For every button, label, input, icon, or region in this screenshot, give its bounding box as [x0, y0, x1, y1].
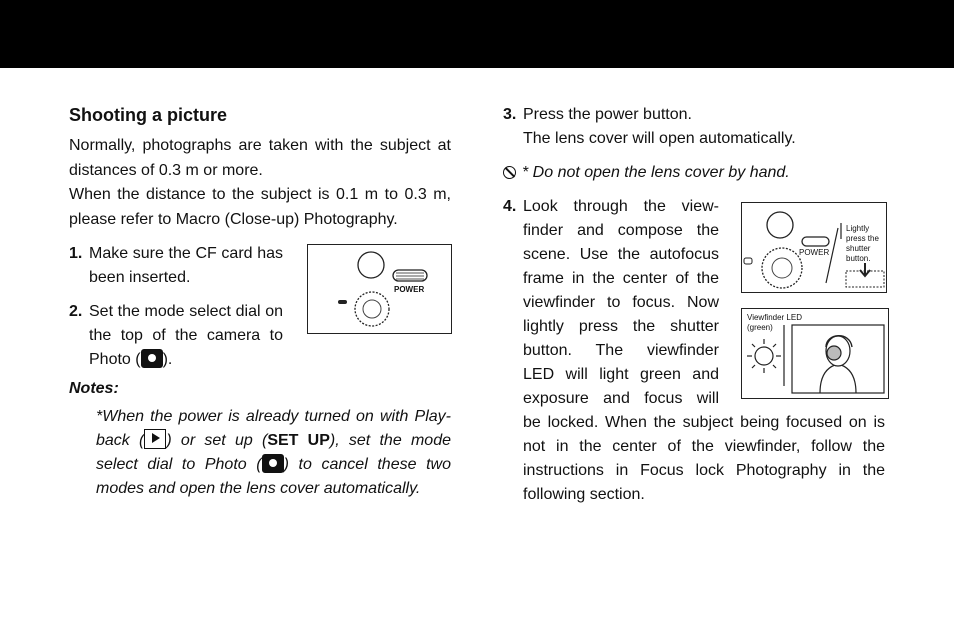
line: LED will light green and — [523, 366, 719, 383]
step-text: Make sure the CF card has been inserted. — [89, 245, 283, 286]
line: finder and compose the — [523, 222, 719, 239]
right-column — [503, 103, 886, 507]
warning-line: * Do not open the lens cover by hand. — [503, 161, 886, 185]
line: button. The viewfinder — [523, 342, 719, 359]
step-number: 4. — [503, 198, 517, 215]
step-number: 1. — [69, 245, 83, 262]
setup-label: SET UP — [267, 432, 330, 449]
step-text: Set the mode select dial on the top of the camera to Photo ( — [89, 303, 283, 368]
line: scene. Use the autofocus — [523, 246, 719, 263]
line: Look through the view- — [523, 198, 719, 215]
step-3 — [503, 103, 886, 151]
step-text: Press the power button. — [523, 106, 692, 123]
power-label: POWER — [394, 285, 425, 294]
prohibited-icon — [503, 166, 516, 179]
intro-paragraph-2: When the distance to the subject is 0.1 m to 0.3 m, please refer to Macro (Close-up) Photography. — [69, 186, 451, 228]
figure-viewfinder — [741, 308, 889, 399]
step-text-2: The lens cover will open automatically. — [523, 130, 796, 147]
line: exposure and focus will — [523, 390, 719, 407]
power-label: POWER — [799, 248, 830, 257]
note-text: *When the power is already turned on with Play-back ( ) or set up (SET UP), set the mode select dial to Photo ( ) to cancel these two modes and open the lens cover automatically. — [96, 408, 451, 497]
intro-paragraph-1: Normally, photographs are taken with the subject at distances of 0.3 m or more. — [69, 137, 451, 179]
steps-1-2 — [69, 242, 283, 372]
step-number: 3. — [503, 106, 517, 123]
step-text-end: ). — [162, 351, 173, 368]
mode-dial-illustration — [308, 245, 450, 332]
notes-title: Notes: — [69, 380, 119, 397]
section-heading: Shooting a picture — [69, 105, 228, 125]
step-number: 2. — [69, 303, 83, 320]
step-2 — [69, 300, 283, 372]
playback-icon — [144, 429, 166, 449]
header-bar — [0, 0, 954, 68]
line: lightly press the shutter — [523, 318, 719, 335]
figure-shutter — [741, 202, 887, 293]
shutter-note: Lightly press the shutter button. — [846, 224, 879, 263]
line: viewfinder to focus. Now — [523, 294, 719, 311]
viewfinder-led-label: Viewfinder LED (green) — [747, 313, 802, 332]
camera-icon — [141, 349, 163, 368]
step-4-rest: be locked. When the subject being focused on is not in the center of the viewfinder, follow the instructions in Focus lock Photography in the following section. — [523, 414, 885, 503]
step-4-narrow-text — [523, 195, 719, 411]
figure-mode-dial — [307, 244, 452, 334]
step-1 — [69, 242, 283, 290]
camera-icon — [262, 454, 284, 473]
line: frame in the center of the — [523, 270, 719, 287]
